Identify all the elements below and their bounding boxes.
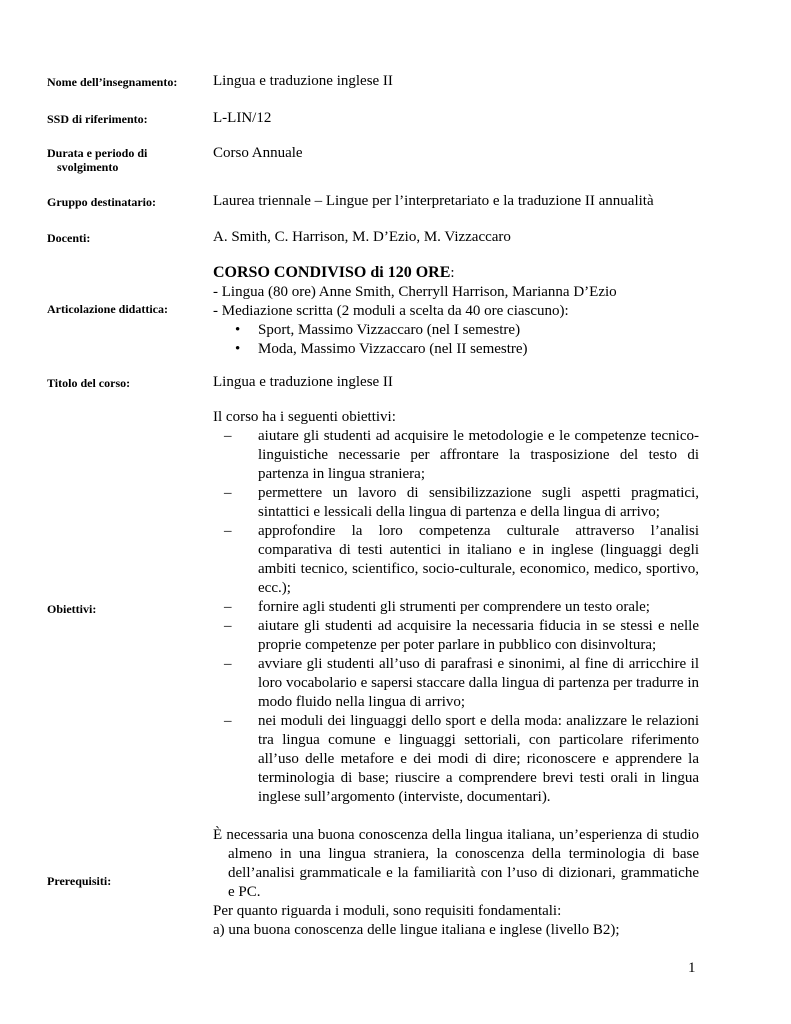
- dash-icon: –: [224, 618, 232, 634]
- list-item: [213, 655, 699, 712]
- value-docenti: A. Smith, C. Harrison, M. D’Ezio, M. Vizzaccaro: [213, 229, 511, 245]
- value-gruppo: Laurea triennale – Lingue per l’interpretariato e la traduzione II annualità: [213, 193, 654, 209]
- prerequisiti-para2: Per quanto riguarda i moduli, sono requisiti fondamentali:: [213, 903, 562, 919]
- prerequisiti-para1: È necessaria una buona conoscenza della lingua italiana, un’esperienza di studio almeno in una lingua straniera, la conoscenza della terminologia di base dell’analisi grammaticale e la familiarità con l’uso di dizionari, grammatiche e PC.: [213, 827, 699, 900]
- obiettivi-list: [213, 427, 699, 807]
- list-item: [213, 617, 699, 655]
- articolazione-line1: - Lingua (80 ore) Anne Smith, Cherryll Harrison, Marianna D’Ezio: [213, 284, 617, 300]
- articolazione-line2: - Mediazione scritta (2 moduli a scelta da 40 ore ciascuno):: [213, 303, 569, 319]
- articolazione-bullet-list: [213, 321, 703, 359]
- obiettivo-text: fornire agli studenti gli strumenti per comprendere un testo orale;: [258, 599, 650, 615]
- obiettivi-intro: Il corso ha i seguenti obiettivi:: [213, 409, 396, 425]
- articolazione-heading: [213, 263, 703, 283]
- obiettivo-text: aiutare gli studenti ad acquisire le metodologie e le competenze tecnico-linguistiche necessarie per affrontare la trasposizione del testo di partenza in lingua straniera;: [258, 428, 699, 482]
- label-docenti: Docenti:: [47, 231, 91, 245]
- list-item: [213, 712, 699, 807]
- bullet-icon: •: [235, 322, 241, 338]
- obiettivo-text: avviare gli studenti all’uso di parafrasi e sinonimi, al fine di arricchire il loro vocabolario e sapersi staccare dalla lingua di partenza per tradurre in modo fluido nella lingua di arrivo;: [258, 656, 699, 710]
- list-item: [213, 427, 699, 484]
- dash-icon: –: [224, 599, 232, 615]
- label-durata: [47, 146, 207, 174]
- label-nome-insegnamento: Nome dell’insegnamento:: [47, 75, 178, 89]
- obiettivo-text: approfondire la loro competenza culturale attraverso l’analisi comparativa di testi autentici in italiano e in inglese (linguaggi degli ambiti tecnico, scientifico, socio-culturale, economico, medico, sportivo, ecc.);: [258, 523, 699, 596]
- articolazione-heading-strong: CORSO CONDIVISO di 120 ORE: [213, 264, 451, 281]
- obiettivo-text: aiutare gli studenti ad acquisire la necessaria fiducia in se stessi e nelle proprie competenze per poter parlare in pubblico con disinvoltura;: [258, 618, 699, 653]
- list-item: [213, 340, 703, 359]
- obiettivi-block: [213, 408, 699, 807]
- list-item: [213, 522, 699, 598]
- label-prerequisiti: Prerequisiti:: [47, 874, 112, 888]
- prerequisiti-para3: a) una buona conoscenza delle lingue italiana e inglese (livello B2);: [213, 922, 620, 938]
- value-ssd: L-LIN/12: [213, 110, 272, 126]
- value-durata: Corso Annuale: [213, 145, 303, 161]
- label-gruppo: Gruppo destinatario:: [47, 195, 157, 209]
- label-durata-line2: svolgimento: [57, 160, 119, 174]
- list-item: [213, 484, 699, 522]
- articolazione-block: [213, 263, 703, 359]
- dash-icon: –: [224, 656, 232, 672]
- value-titolo: Lingua e traduzione inglese II: [213, 374, 393, 390]
- dash-icon: –: [224, 428, 232, 444]
- obiettivo-text: nei moduli dei linguaggi dello sport e della moda: analizzare le relazioni tra lingua comune e linguaggi settoriali, con particolare riferimento all’uso delle metafore e dei modi di dire; riconoscere e apprendere la terminologia di base; riuscire a comprendere brevi testi orali in lingua inglese sull’argomento (interviste, documentari).: [258, 713, 699, 805]
- dash-icon: –: [224, 713, 232, 729]
- label-titolo: Titolo del corso:: [47, 376, 131, 390]
- dash-icon: –: [224, 523, 232, 539]
- label-obiettivi: Obiettivi:: [47, 602, 97, 616]
- bullet-icon: •: [235, 341, 241, 357]
- page-number: 1: [688, 960, 696, 976]
- list-item: [213, 321, 703, 340]
- dash-icon: –: [224, 485, 232, 501]
- articolazione-bullet-text: Sport, Massimo Vizzaccaro (nel I semestre): [258, 322, 521, 338]
- articolazione-bullet-text: Moda, Massimo Vizzaccaro (nel II semestre): [258, 341, 528, 357]
- value-nome-insegnamento: Lingua e traduzione inglese II: [213, 73, 393, 89]
- obiettivo-text: permettere un lavoro di sensibilizzazione sugli aspetti pragmatici, sintattici e lessicali della lingua di partenza e della lingua di arrivo;: [258, 485, 699, 520]
- label-ssd: SSD di riferimento:: [47, 112, 148, 126]
- list-item: [213, 598, 699, 617]
- articolazione-heading-colon: :: [450, 265, 455, 281]
- label-articolazione: Articolazione didattica:: [47, 302, 168, 316]
- prerequisiti-block: [213, 826, 699, 940]
- label-durata-line1: Durata e periodo di: [47, 146, 148, 160]
